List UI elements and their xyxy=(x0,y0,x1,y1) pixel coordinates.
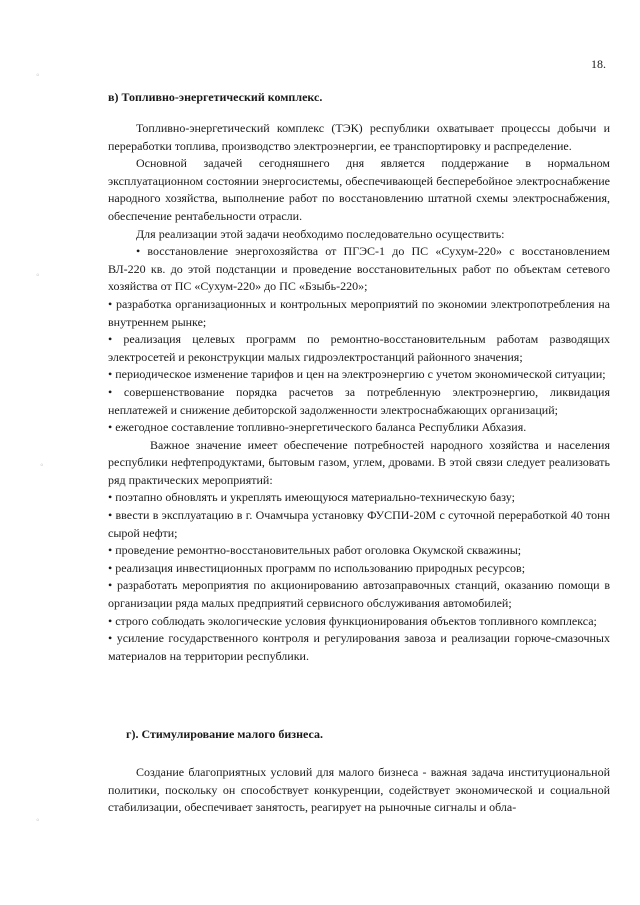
page-number: 18. xyxy=(591,57,606,71)
list-item: • совершенствование порядка расчетов за потребленную электроэнергию, ликвидация неплатежей и снижение дебиторской задолженности электроснабжающих организаций; xyxy=(108,384,610,417)
list-item: • проведение ремонтно-восстановительных работ оголовка Окумской скважины; xyxy=(108,543,522,558)
section-body xyxy=(108,120,610,665)
list-item: • реализация инвестиционных программ по использованию природных ресурсов; xyxy=(108,560,526,575)
list-item: • ввести в эксплуатацию в г. Очамчыра установку ФУСПИ-20М с суточной переработкой 40 тонн сырой нефти; xyxy=(108,508,610,540)
list-item: • ежегодное составление топливно-энергетического баланса Республики Абхазия. xyxy=(108,420,527,435)
paragraph: Важное значение имеет обеспечение потребностей народного хозяйства и населения республики нефтепродуктами, бытовым газом, углем, дровами. В этой связи следует реализовать ряд практических мероприятий: xyxy=(108,437,610,487)
scan-mark: ◦ xyxy=(36,270,40,281)
paragraph: Для реализации этой задачи необходимо последовательно осуществить: xyxy=(136,226,505,241)
list-item: • восстановление энергохозяйства от ПГЭС-1 до ПС «Сухум-220» с восстановлением ВЛ-220 кв. до этой подстанции и проведение восстановительных работ по объектам сетевого хозяйства от ПС «Сухум-220» до ПС «Бзыбь-220»; xyxy=(108,244,610,294)
section-heading: в) Топливно-энергетический комплекс. xyxy=(108,90,323,104)
scan-mark: ◦ xyxy=(36,815,40,826)
section-heading: г). Стимулирование малого бизнеса. xyxy=(126,727,323,741)
list-item: • реализация целевых программ по ремонтно-восстановительным работам разводящих электросетей и реконструкции малых гидроэлектростанций районного значения; xyxy=(108,332,610,364)
paragraph: Основной задачей сегодняшнего дня является поддержание в нормальном эксплуатационном состоянии энергосистемы, обеспечивающей бесперебойное электроснабжение народного хозяйства, выполнение работ по восстановлению штатной схемы электроснабжения, обеспечение рентабельности отрасли. xyxy=(108,156,610,223)
list-item: • усиление государственного контроля и регулирования завоза и реализации горюче-смазочных материалов на территории республики. xyxy=(108,631,610,663)
list-item: • разработка организационных и контрольных мероприятий по экономии электропотребления на внутреннем рынке; xyxy=(108,296,610,329)
list-item: • строго соблюдать экологические условия функционирования объектов топливного комплекса; xyxy=(108,613,597,628)
section-body xyxy=(108,764,610,817)
list-item: • периодическое изменение тарифов и цен на электроэнергию с учетом экономической ситуации; xyxy=(108,367,606,382)
paragraph: Топливно-энергетический комплекс (ТЭК) республики охватывает процессы добычи и переработки топлива, производство электроэнергии, ее транспортировку и распределение. xyxy=(108,121,610,153)
paragraph: Создание благоприятных условий для малого бизнеса - важная задача институциональной политики, поскольку он способствует конкуренции, содействует экономической и социальной стабилизации, обеспечивает занятость, реагирует на рыночные сигналы и обла- xyxy=(108,765,610,815)
list-item: • разработать мероприятия по акционированию автозаправочных станций, оказанию помощи в организации ряда малых предприятий сервисного обслуживания автомобилей; xyxy=(108,578,610,611)
list-item: • поэтапно обновлять и укреплять имеющуюся материально-техническую базу; xyxy=(108,490,515,505)
scan-mark: ◦ xyxy=(36,70,40,81)
scan-mark: ◦ xyxy=(40,460,44,471)
